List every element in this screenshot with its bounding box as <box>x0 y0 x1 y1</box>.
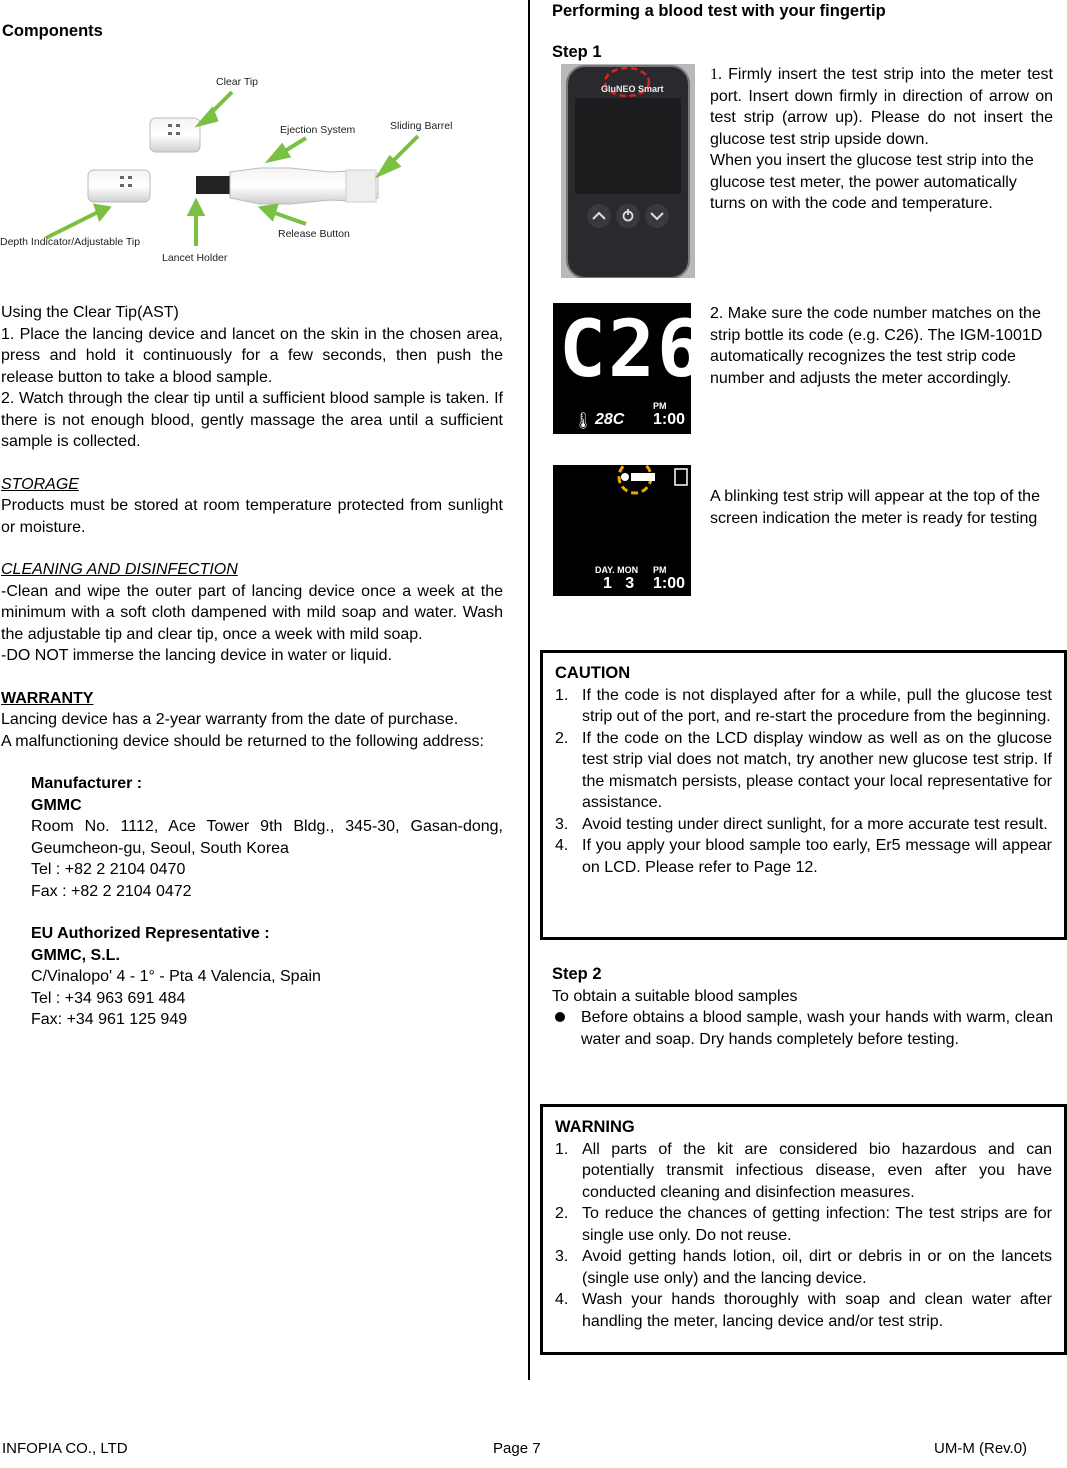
list-item-text: If the code on the LCD display window as well as on the glucose test strip vial does not match, try another new glucose test strip. If the mismatch persists, please contact your local representative for assistance. <box>582 729 1052 811</box>
list-item-number: 3. <box>555 815 569 833</box>
footer-company: INFOPIA CO., LTD <box>2 1440 128 1457</box>
lcd-code: C26 <box>559 305 706 395</box>
lcd-time-2: 1:00 <box>653 575 686 592</box>
thermometer-icon: 🌡 <box>573 413 594 430</box>
manufacturer-name: GMMC <box>31 796 82 814</box>
footer-page-number: Page 7 <box>493 1440 541 1457</box>
eu-tel: Tel : +34 963 691 484 <box>31 989 186 1007</box>
warranty-paragraph-2: A malfunctioning device should be returned to the following address: <box>1 732 484 750</box>
warning-item <box>555 1203 1052 1246</box>
warning-item <box>555 1289 1052 1332</box>
caution-box <box>540 650 1067 940</box>
warning-item <box>555 1139 1052 1204</box>
lcd-ready-display <box>553 465 691 596</box>
label-lancet-holder: Lancet Holder <box>162 252 228 264</box>
cleaning-paragraph-1: -Clean and wipe the outer part of lancing device once a week at the minimum with a soft cloth dampened with mild soap and water. Wash the adjustable tip and clear tip, once a week with mild soap. <box>1 582 503 643</box>
label-clear-tip: Clear Tip <box>216 76 259 88</box>
clear-tip-part <box>150 118 200 152</box>
list-item-number: 4. <box>555 1291 569 1308</box>
step2-section <box>552 964 1053 1050</box>
list-item-text: If you apply your blood sample too early, Er5 message will appear on LCD. Please refer to Page 12. <box>582 837 1052 876</box>
step1-point3: A blinking test strip will appear at the top of the screen indication the meter is ready for testing <box>710 488 1040 527</box>
step1-point2: 2. Make sure the code number matches on the strip bottle its code (e.g. C26). The IGM-1001D automatically recognizes the test strip code number and adjusts the meter accordingly. <box>710 305 1043 387</box>
cleaning-heading: CLEANING AND DISINFECTION <box>1 561 238 578</box>
storage-heading: STORAGE <box>1 475 79 493</box>
list-item-text: If the code is not displayed after for a while, pull the glucose test strip out of the port, and re-start the procedure from the beginning. <box>582 686 1052 725</box>
caution-item <box>555 685 1052 728</box>
label-release-button: Release Button <box>278 228 350 240</box>
caution-title: CAUTION <box>555 664 631 682</box>
caution-item <box>555 814 1052 836</box>
blinking-strip-icon <box>553 465 691 525</box>
list-item-number: 1. <box>555 1140 569 1158</box>
bullet-icon <box>555 1012 565 1022</box>
eu-fax: Fax: +34 961 125 949 <box>31 1011 188 1028</box>
warranty-heading: WARRANTY <box>1 689 94 707</box>
manufacturer-label: Manufacturer : <box>31 775 143 792</box>
footer-document-code: UM-M (Rev.0) <box>934 1440 1028 1457</box>
list-item-number: 1. <box>555 686 569 704</box>
list-item-text: Avoid testing under direct sunlight, for a more accurate test result. <box>582 815 1048 833</box>
components-title: Components <box>2 22 103 40</box>
caution-list <box>555 685 1052 879</box>
list-item-text: Avoid getting hands lotion, oil, dirt or debris in or on the lancets (single use only) and the lancing device. <box>582 1248 1052 1287</box>
list-item-text: Wash your hands thoroughly with soap and clean water after handling the meter, lancing device and/or test strip. <box>582 1291 1052 1330</box>
eu-label: EU Authorized Representative : <box>31 925 270 942</box>
glucose-meter-illustration <box>561 64 695 278</box>
list-item-number: 3. <box>555 1248 569 1265</box>
lcd-code-display <box>553 303 706 434</box>
meter-brand: GluNEO Smart <box>601 84 664 94</box>
lcd-temperature: 28C <box>595 411 625 428</box>
column-divider <box>528 0 530 1380</box>
list-item-number: 2. <box>555 1205 569 1222</box>
list-item-number: 4. <box>555 837 569 854</box>
eu-name: GMMC, S.L. <box>31 946 120 964</box>
step1-text-2: When you insert the glucose test strip into the glucose test meter, the power automatically turns on with the code and temperature. <box>710 152 1034 212</box>
cleaning-paragraph-2: -DO NOT immerse the lancing device in water or liquid. <box>1 647 392 664</box>
caution-item <box>555 728 1052 814</box>
lcd-date: 1 3 <box>603 575 635 592</box>
list-item-text: All parts of the kit are considered bio hazardous and can potentially transmit infectious disease, even after you have conducted cleaning and disinfection measures. <box>582 1140 1052 1201</box>
meter-image <box>561 64 695 278</box>
step2-intro: To obtain a suitable blood samples <box>552 987 798 1005</box>
lcd-pm-2: PM <box>653 565 667 575</box>
right-title: Performing a blood test with your fingertip <box>552 2 886 20</box>
step1-number: 1. <box>710 66 722 83</box>
label-sliding-barrel: Sliding Barrel <box>390 120 453 132</box>
step2-bullet-item <box>552 1007 1053 1050</box>
warning-title: WARNING <box>555 1118 635 1136</box>
lcd-time: 1:00 <box>653 411 686 428</box>
lcd-pm: PM <box>653 401 667 411</box>
step1-heading: Step 1 <box>552 43 602 61</box>
step1-point1 <box>710 64 1053 215</box>
list-item-number: 2. <box>555 729 569 747</box>
ast-paragraph-1: 1. Place the lancing device and lancet on the skin in the chosen area, press and hold it continuously for a few seconds, then push the release button to take a blood sample. <box>1 325 503 386</box>
ast-heading: Using the Clear Tip(AST) <box>1 304 179 321</box>
manufacturer-tel: Tel : +82 2 2104 0470 <box>31 861 186 878</box>
step1-text-1: Firmly insert the test strip into the meter test port. Insert down firmly in direction of arrow on test strip (arrow up). Please do not insert the glucose test strip upside down. <box>710 66 1053 148</box>
step2-bullet-text: Before obtains a blood sample, wash your hands with warm, clean water and soap. Dry hands completely before testing. <box>581 1009 1053 1048</box>
manufacturer-address: Room No. 1112, Ace Tower 9th Bldg., 345-30, Gasan-dong, Geumcheon-gu, Seoul, South Korea <box>31 818 503 857</box>
storage-text: Products must be stored at room temperature protected from sunlight or moisture. <box>1 497 503 536</box>
eu-representative-block <box>31 923 503 1031</box>
caution-item <box>555 835 1052 878</box>
ast-paragraph-2: 2. Watch through the clear tip until a sufficient blood sample is taken. If there is not enough blood, gently massage the area until a sufficient sample is collected. <box>1 390 503 450</box>
eu-address: C/Vinalopo' 4 - 1° - Pta 4 Valencia, Spain <box>31 968 321 985</box>
lancing-device-diagram <box>0 70 470 270</box>
left-column <box>1 302 503 1031</box>
manufacturer-block <box>31 773 503 902</box>
label-depth-indicator: Depth Indicator/Adjustable Tip <box>0 236 141 248</box>
step2-heading: Step 2 <box>552 965 602 983</box>
warning-list <box>555 1139 1052 1333</box>
manufacturer-fax: Fax : +82 2 2104 0472 <box>31 882 192 900</box>
lcd-day-mon: DAY. MON <box>595 565 639 575</box>
warning-box <box>540 1104 1067 1355</box>
list-item-text: To reduce the chances of getting infection: The test strips are for single use only. Do not reuse. <box>582 1205 1052 1244</box>
adjustable-tip-part <box>88 170 150 202</box>
warranty-paragraph-1: Lancing device has a 2-year warranty from the date of purchase. <box>1 711 459 728</box>
label-ejection-system: Ejection System <box>280 124 356 136</box>
warning-item <box>555 1246 1052 1289</box>
